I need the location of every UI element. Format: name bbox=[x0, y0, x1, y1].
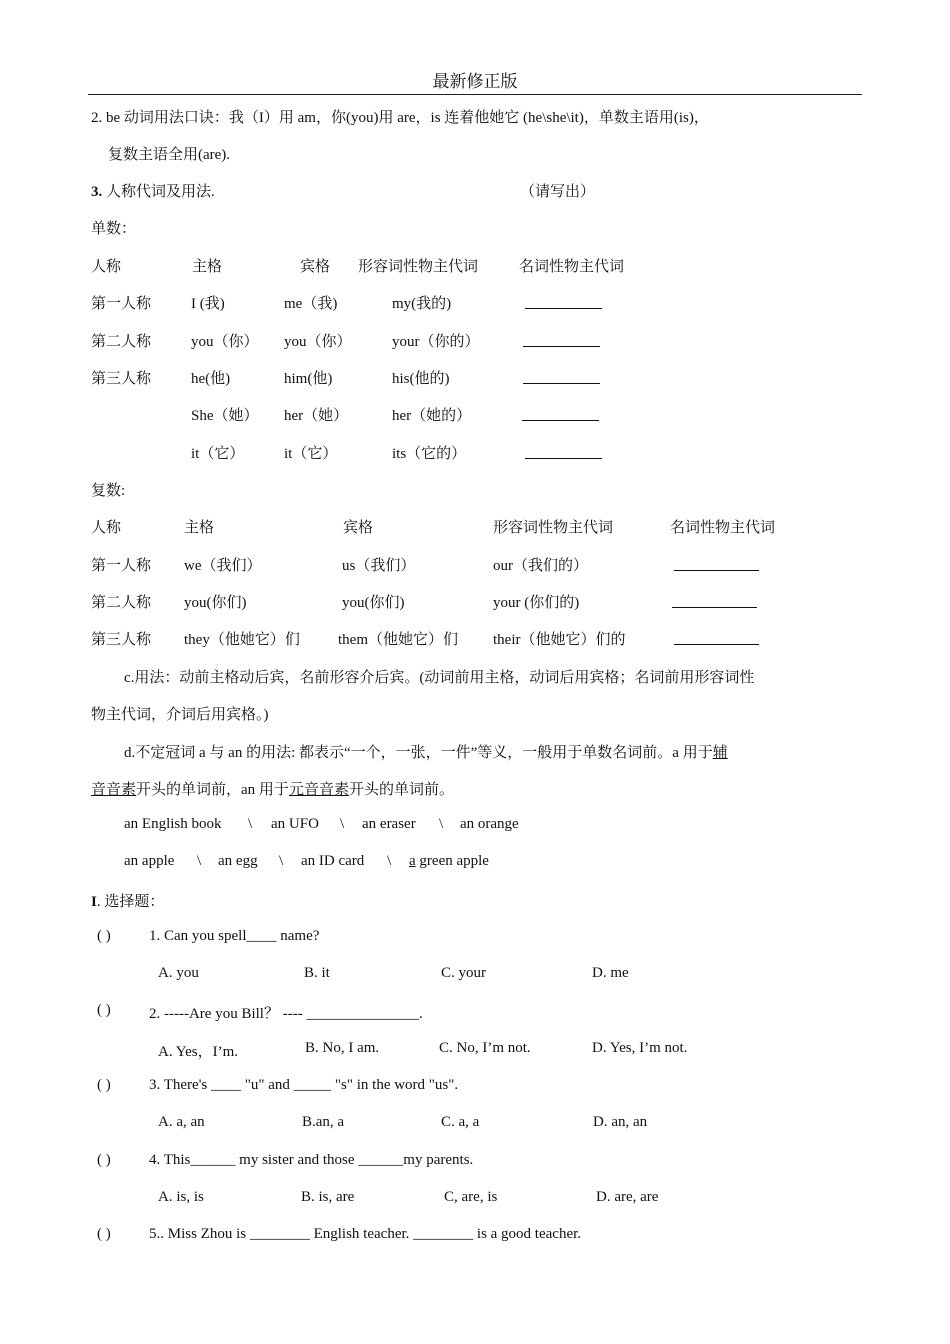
singular-row-subject: you（你） bbox=[191, 334, 259, 350]
singular-row-person: 第三人称 bbox=[91, 371, 152, 387]
singular-row-person: 第二人称 bbox=[91, 334, 152, 350]
plural-row-subject: they（他她它）们 bbox=[184, 632, 300, 648]
question-stem: 4. This______ my sister and those ______my parents. bbox=[149, 1152, 474, 1168]
singular-row-object: it（它） bbox=[284, 446, 338, 462]
singular-row-adj: your（你的） bbox=[392, 334, 480, 350]
singular-row-subject: he(他) bbox=[191, 371, 231, 387]
plural-row-person: 第三人称 bbox=[91, 632, 152, 648]
option-c: C. No, I’m not. bbox=[439, 1040, 531, 1056]
plural-label: 复数: bbox=[91, 483, 126, 499]
example-phrase: an UFO bbox=[271, 816, 319, 832]
usage-d-underlined: 辅 bbox=[712, 745, 728, 761]
usage-c-line2: 物主代词，介词后用宾格。) bbox=[91, 707, 269, 723]
option-d: D. me bbox=[592, 965, 629, 981]
plural-row-object: them（他她它）们 bbox=[338, 632, 458, 648]
singular-row-object: him(他) bbox=[284, 371, 333, 387]
usage-d-underlined: 音音素 bbox=[91, 782, 137, 798]
singular-header-subject: 主格 bbox=[192, 259, 223, 275]
answer-paren[interactable]: ( ) bbox=[97, 1002, 111, 1018]
option-b: B. No, I am. bbox=[305, 1040, 380, 1056]
example-phrase: an eraser bbox=[362, 816, 416, 832]
example-separator: \ bbox=[248, 816, 253, 832]
header-divider bbox=[88, 94, 862, 95]
plural-header-adj-possessive: 形容词性物主代词 bbox=[493, 520, 614, 536]
singular-row-object: her（她） bbox=[284, 408, 349, 424]
answer-paren[interactable]: ( ) bbox=[97, 1226, 111, 1242]
plural-row-adj: our（我们的） bbox=[493, 558, 588, 574]
option-d: D. Yes, I’m not. bbox=[592, 1040, 688, 1056]
question-stem: 5.. Miss Zhou is ________ English teacher. ________ is a good teacher. bbox=[149, 1226, 582, 1242]
example-phrase-rest: green apple bbox=[415, 853, 489, 869]
question-stem: 2. -----Are you Bill？ ---- _______________. bbox=[149, 1006, 423, 1022]
part1-title: . 选择题： bbox=[96, 894, 165, 910]
be-verb-rule-line2: 复数主语全用(are). bbox=[108, 147, 231, 163]
singular-label: 单数： bbox=[91, 221, 137, 237]
example-separator: \ bbox=[439, 816, 444, 832]
answer-blank[interactable] bbox=[674, 558, 759, 576]
answer-blank[interactable] bbox=[525, 446, 602, 464]
singular-header-object: 宾格 bbox=[300, 259, 331, 275]
option-a: A. Yes，I’m. bbox=[158, 1044, 239, 1060]
question-stem: 3. There's ____ "u" and _____ "s" in the word "us". bbox=[149, 1077, 459, 1093]
answer-blank[interactable] bbox=[672, 595, 757, 613]
usage-d-underlined: 元音音素 bbox=[288, 782, 349, 798]
be-verb-rule-line1: 2. be 动词用法口诀：我（I）用 am，你(you)用 are，is 连着他她它 (he\she\it)，单数主语用(is)， bbox=[91, 110, 709, 126]
question-stem: 1. Can you spell____ name? bbox=[149, 928, 320, 944]
section3-title: 人称代词及用法. bbox=[102, 184, 215, 200]
example-phrase: an egg bbox=[218, 853, 258, 869]
option-b: B.an, a bbox=[302, 1114, 345, 1130]
singular-row-adj: its（它的） bbox=[392, 446, 467, 462]
option-b: B. is, are bbox=[301, 1189, 355, 1205]
answer-blank[interactable] bbox=[522, 408, 599, 426]
plural-header-noun-possessive: 名词性物主代词 bbox=[670, 520, 776, 536]
section3-number: 3. bbox=[91, 184, 103, 200]
singular-row-adj: her（她的） bbox=[392, 408, 472, 424]
answer-blank[interactable] bbox=[523, 334, 600, 352]
singular-row-adj: my(我的) bbox=[392, 296, 452, 312]
plural-row-person: 第一人称 bbox=[91, 558, 152, 574]
example-separator: \ bbox=[197, 853, 202, 869]
example-phrase: an ID card bbox=[301, 853, 365, 869]
singular-header-noun-possessive: 名词性物主代词 bbox=[519, 259, 625, 275]
option-a: A. is, is bbox=[158, 1189, 204, 1205]
plural-row-person: 第二人称 bbox=[91, 595, 152, 611]
option-d: D. are, are bbox=[596, 1189, 659, 1205]
part1-number: I bbox=[91, 894, 97, 910]
answer-blank[interactable] bbox=[523, 371, 600, 389]
singular-header-person: 人称 bbox=[91, 259, 122, 275]
section3-heading bbox=[91, 180, 215, 201]
option-a: A. you bbox=[158, 965, 199, 981]
usage-d-line1 bbox=[124, 741, 728, 762]
usage-c-line1: c.用法：动前主格动后宾，名前形容介后宾。(动词前用主格，动词后用宾格；名词前用形容词性 bbox=[124, 670, 755, 686]
example-phrase-filled bbox=[401, 853, 489, 870]
plural-row-object: us（我们） bbox=[342, 558, 416, 574]
plural-header-subject: 主格 bbox=[184, 520, 215, 536]
answer-paren[interactable]: ( ) bbox=[97, 928, 111, 944]
singular-row-adj: his(他的) bbox=[392, 371, 450, 387]
usage-d-text: d.不定冠词 a 与 an 的用法: 都表示“一个，一张，一件”等义，一般用于单数名词前。a 用于 bbox=[124, 745, 713, 761]
plural-header-object: 宾格 bbox=[343, 520, 374, 536]
answer-blank[interactable] bbox=[674, 632, 759, 650]
filled-article: a bbox=[409, 853, 416, 869]
plural-row-adj: their（他她它）们的 bbox=[493, 632, 626, 648]
example-phrase: an apple bbox=[124, 853, 175, 869]
part1-heading bbox=[91, 890, 164, 911]
usage-d-line2 bbox=[91, 778, 454, 799]
plural-row-subject: we（我们） bbox=[184, 558, 262, 574]
example-phrase: an orange bbox=[460, 816, 519, 832]
option-d: D. an, an bbox=[593, 1114, 648, 1130]
usage-d-text: 开头的单词前，an 用于 bbox=[136, 782, 289, 798]
singular-row-subject: I (我) bbox=[191, 296, 225, 312]
example-separator: \ bbox=[279, 853, 284, 869]
answer-blank[interactable] bbox=[525, 296, 602, 314]
plural-row-adj: your (你们的) bbox=[493, 595, 580, 611]
section3-note: （请写出） bbox=[520, 184, 596, 200]
singular-row-person: 第一人称 bbox=[91, 296, 152, 312]
option-b: B. it bbox=[304, 965, 330, 981]
option-c: C. a, a bbox=[441, 1114, 480, 1130]
example-separator: \ bbox=[387, 853, 392, 869]
option-c: C. your bbox=[441, 965, 486, 981]
option-a: A. a, an bbox=[158, 1114, 205, 1130]
singular-header-adj-possessive: 形容词性物主代词 bbox=[358, 259, 479, 275]
page-header-title: 最新修正版 bbox=[432, 72, 518, 91]
singular-row-object: you（你） bbox=[284, 334, 352, 350]
plural-header-person: 人称 bbox=[91, 520, 122, 536]
singular-row-subject: She（她） bbox=[191, 408, 259, 424]
example-phrase: an English book bbox=[124, 816, 222, 832]
answer-paren[interactable]: ( ) bbox=[97, 1077, 111, 1093]
answer-paren[interactable]: ( ) bbox=[97, 1152, 111, 1168]
usage-d-text: 开头的单词前。 bbox=[348, 782, 454, 798]
option-c: C, are, is bbox=[444, 1189, 498, 1205]
singular-row-object: me（我) bbox=[284, 296, 338, 312]
example-separator: \ bbox=[340, 816, 345, 832]
plural-row-subject: you(你们) bbox=[184, 595, 247, 611]
singular-row-subject: it（它） bbox=[191, 446, 245, 462]
plural-row-object: you(你们) bbox=[342, 595, 405, 611]
